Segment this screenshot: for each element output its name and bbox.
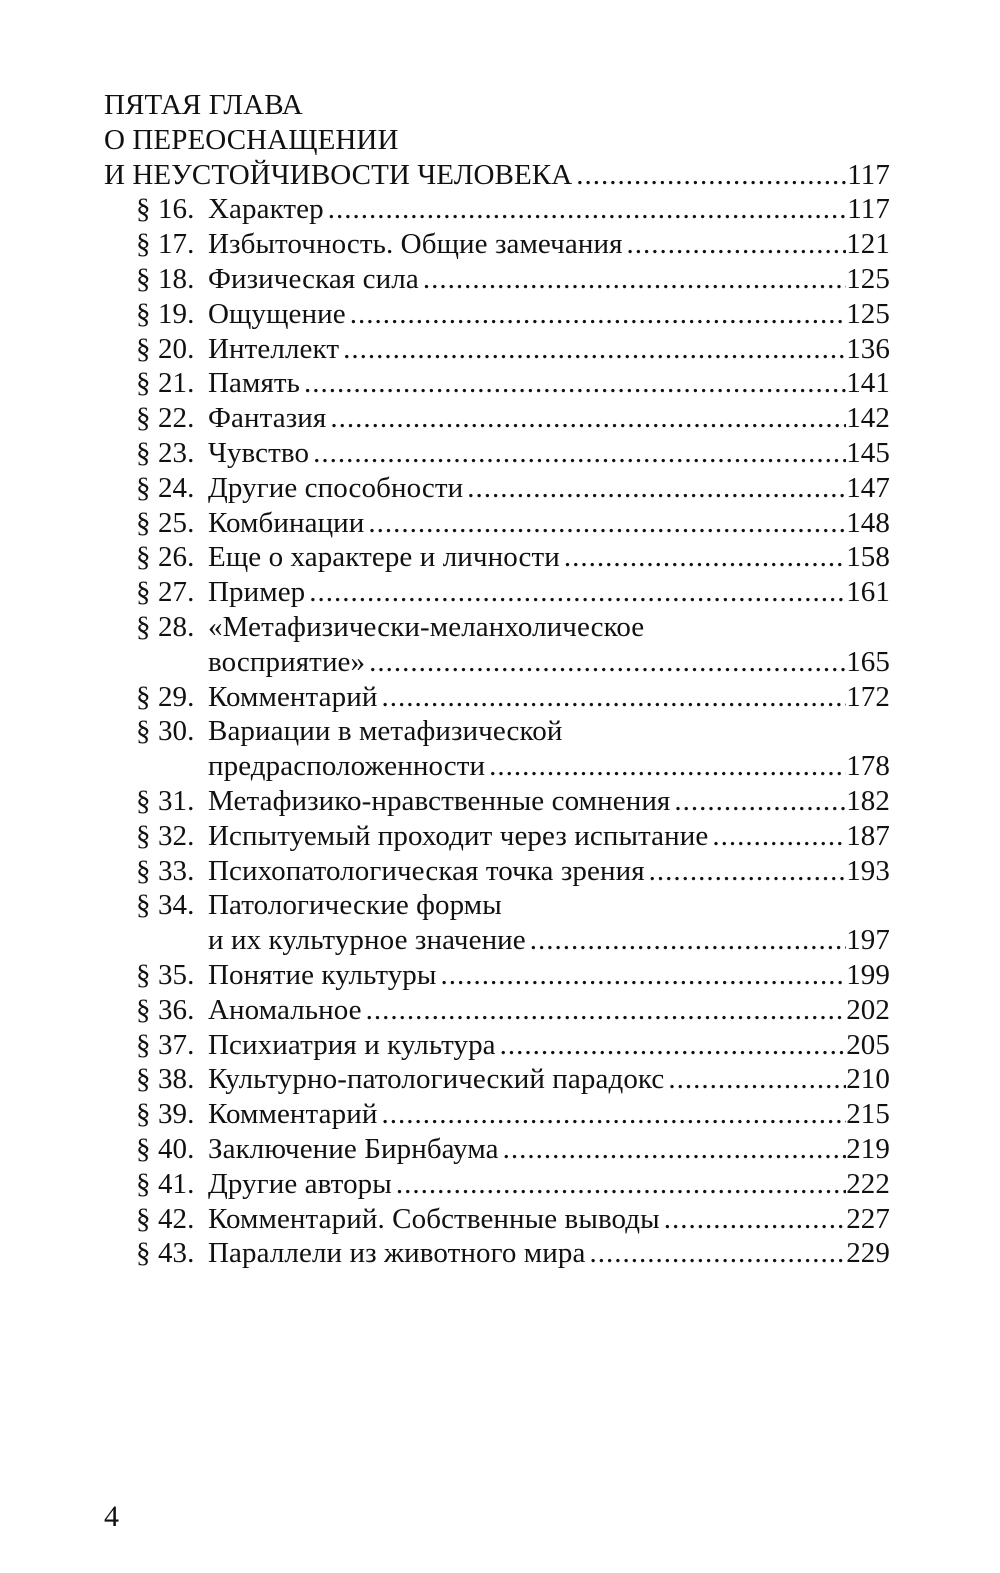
section-number: § 38. [136,1063,195,1096]
section-title: Комментарий [208,680,378,713]
section-number: § 37. [136,1028,195,1061]
section-title: Другие авторы [208,1167,392,1200]
section-title: Память [208,367,301,400]
toc-entry-row [136,1236,890,1271]
toc-entry [104,1236,890,1271]
table-of-contents [104,88,890,1271]
dot-leader [560,540,846,575]
section-page-number: 145 [846,436,890,469]
toc-entry-label [136,888,502,923]
toc-entry [104,610,890,645]
section-number: § 25. [136,506,195,539]
toc-entry-row [136,506,890,541]
dot-leader [623,227,847,262]
toc-entry-row [136,332,890,367]
dot-leader [419,262,846,297]
toc-entry-label [136,1202,660,1237]
toc-entry-label [136,714,562,749]
section-title: Чувство [208,436,310,469]
dot-leader [485,749,846,784]
toc-entry-continuation [104,923,890,958]
toc-entry-row [136,436,890,471]
toc-entry-row [136,888,890,923]
section-number: § 41. [136,1167,195,1200]
toc-entry [104,680,890,715]
toc-entry-label [136,366,300,401]
section-number: § 23. [136,436,195,469]
toc-entry-row [208,749,890,784]
toc-entry-row [136,471,890,506]
toc-entry-label [136,958,437,993]
dot-leader [377,1097,846,1132]
section-title: Понятие культуры [208,958,437,991]
section-page-number: 227 [846,1202,890,1235]
section-title: Комментарий. Собственные выводы [208,1202,660,1235]
chapter-title-part-1: О ПЕРЕОСНАЩЕНИИ [104,123,399,156]
section-page-number: 193 [846,854,890,887]
section-page-number: 222 [846,1167,890,1200]
dot-leader [499,1132,847,1167]
dot-leader [645,854,847,889]
dot-leader [670,784,846,819]
dot-leader [392,1167,846,1202]
section-number: § 32. [136,819,195,852]
toc-entry-row [136,575,890,610]
dot-leader [660,1202,846,1237]
toc-entry-row [208,645,890,680]
toc-entry-label [136,192,324,227]
section-page-number: 121 [846,228,890,261]
toc-entry-label [136,1028,496,1063]
section-number: § 27. [136,576,195,609]
section-number: § 21. [136,367,195,400]
toc-entry [104,714,890,749]
section-title: Избыточность. Общие замечания [208,228,623,261]
dot-leader [346,297,847,332]
section-page-number: 165 [846,645,890,678]
toc-entry-label [136,506,364,541]
section-title: Характер [208,193,324,226]
section-title: Психиатрия и культура [208,1028,496,1061]
toc-entry-label [136,436,309,471]
toc-entry-label [136,401,326,436]
section-number: § 26. [136,541,195,574]
chapter-toc-row [104,158,890,193]
section-title-continuation: предрасположенности [208,750,486,783]
toc-entry-continuation [104,645,890,680]
toc-entry-label [136,680,377,715]
toc-entry-label [136,610,644,645]
section-page-number: 142 [846,402,890,435]
section-page-number: 125 [846,262,890,295]
dot-leader [496,1028,847,1063]
page-number: 4 [104,1500,119,1533]
dot-leader [339,332,846,367]
dot-leader [326,401,846,436]
section-title: Интеллект [208,332,340,365]
toc-entry-row [136,192,890,227]
section-title: «Метафизически-меланхолическое [208,610,645,643]
toc-entry-label [136,1062,664,1097]
toc-entry [104,1028,890,1063]
toc-entry [104,1062,890,1097]
section-page-number: 187 [846,819,890,852]
toc-entry [104,993,890,1028]
section-number: § 31. [136,784,195,817]
dot-leader [364,506,846,541]
section-title: Психопатологическая точка зрения [208,854,645,887]
section-number: § 19. [136,297,195,330]
section-number: § 34. [136,889,195,922]
section-number: § 43. [136,1237,195,1270]
toc-entry [104,506,890,541]
toc-entry-row [136,1202,890,1237]
toc-entry-row [136,366,890,401]
toc-entry [104,401,890,436]
toc-entry-label [136,1097,377,1132]
chapter-heading-line-2 [104,123,890,158]
section-title: Заключение Бирнбаума [208,1132,499,1165]
toc-entry [104,575,890,610]
toc-entry [104,1132,890,1167]
dot-leader [664,1062,846,1097]
toc-entry [104,366,890,401]
toc-entry-continuation [104,749,890,784]
section-page-number: 210 [846,1063,890,1096]
section-number: § 39. [136,1098,195,1131]
toc-entry-label [136,262,419,297]
section-page-number: 117 [847,193,890,226]
section-number: § 36. [136,993,195,1026]
toc-entry [104,192,890,227]
section-number: § 22. [136,402,195,435]
section-page-number: 219 [846,1132,890,1165]
dot-leader [305,575,846,610]
toc-entry [104,227,890,262]
toc-entry-row [208,923,890,958]
toc-entry-label [136,819,708,854]
dot-leader [585,1236,846,1271]
section-page-number: 215 [846,1098,890,1131]
section-number: § 17. [136,228,195,261]
toc-entry [104,540,890,575]
toc-entry-label [136,784,670,819]
section-page-number: 141 [846,367,890,400]
section-title: Еще о характере и личности [208,541,560,574]
toc-entry [104,332,890,367]
dot-leader [309,436,846,471]
toc-entry [104,471,890,506]
section-number: § 42. [136,1202,195,1235]
section-page-number: 229 [846,1237,890,1270]
chapter-heading-line-1 [104,88,890,123]
dot-leader [365,645,846,680]
toc-entry [104,854,890,889]
dot-leader [362,993,847,1028]
toc-entry-row [136,1097,890,1132]
section-title: Другие способности [208,471,464,504]
toc-entry-label [136,297,346,332]
toc-entry-row [136,610,890,645]
toc-entry-row [136,1132,890,1167]
toc-entry-row [136,784,890,819]
dot-leader [463,471,846,506]
section-number: § 29. [136,680,195,713]
toc-entry [104,262,890,297]
section-page-number: 199 [846,958,890,991]
toc-entry-label [136,1132,499,1167]
section-title-continuation: восприятие» [208,645,366,678]
section-title: Параллели из животного мира [208,1237,586,1270]
section-title: Вариации в метафизической [208,715,563,748]
section-page-number: 182 [846,784,890,817]
toc-entry-row [136,1062,890,1097]
section-number: § 24. [136,471,195,504]
toc-entry-row [136,714,890,749]
section-page-number: 136 [846,332,890,365]
toc-entry-label [136,1236,585,1271]
section-number: § 35. [136,958,195,991]
dot-leader [526,923,846,958]
dot-leader [708,819,846,854]
section-number: § 20. [136,332,195,365]
toc-entry-label [136,575,305,610]
section-title: Комбинации [208,506,365,539]
toc-entry-row [136,1167,890,1202]
toc-entry [104,297,890,332]
toc-entry-row [136,262,890,297]
toc-entry-row [136,297,890,332]
chapter-number-title: ПЯТАЯ ГЛАВА [104,89,303,121]
section-list [104,192,890,1271]
toc-entry-label [136,332,339,367]
toc-entry-label [136,854,645,889]
dot-leader [437,958,847,993]
section-page-number: 205 [846,1028,890,1061]
dot-leader [377,680,846,715]
section-title: Физическая сила [208,262,419,295]
section-title: Комментарий [208,1098,378,1131]
toc-entry-row [136,227,890,262]
section-title-continuation: и их культурное значение [208,924,526,957]
toc-entry-row [136,819,890,854]
toc-entry-row [136,854,890,889]
section-page-number: 148 [846,506,890,539]
toc-entry-label [136,540,560,575]
section-number: § 18. [136,262,195,295]
toc-entry-label [136,993,362,1028]
section-title: Аномальное [208,993,362,1026]
toc-entry [104,958,890,993]
toc-entry-row [136,993,890,1028]
toc-entry-row [136,1028,890,1063]
section-page-number: 197 [846,924,890,957]
toc-entry-row [136,958,890,993]
toc-entry [104,1167,890,1202]
toc-entry-label [136,227,623,262]
toc-entry [104,1097,890,1132]
section-number: § 16. [136,193,195,226]
toc-entry [104,1202,890,1237]
dot-leader [300,366,846,401]
toc-entry [104,819,890,854]
section-title: Ощущение [208,297,346,330]
section-title: Патологические формы [208,889,502,922]
section-number: § 28. [136,610,195,643]
section-page-number: 125 [846,297,890,330]
toc-entry [104,784,890,819]
section-title: Культурно-патологический парадокс [208,1063,665,1096]
section-title: Фантазия [208,402,327,435]
section-number: § 33. [136,854,195,887]
section-page-number: 178 [846,750,890,783]
dot-leader [572,158,847,193]
section-page-number: 161 [846,576,890,609]
toc-entry-row [136,680,890,715]
section-page-number: 202 [846,993,890,1026]
section-title: Метафизико-нравственные сомнения [208,784,671,817]
toc-entry [104,436,890,471]
chapter-title-part-2: И НЕУСТОЙЧИВОСТИ ЧЕЛОВЕКА [104,158,573,191]
section-title: Испытуемый проходит через испытание [208,819,709,852]
section-page-number: 172 [846,680,890,713]
section-number: § 40. [136,1132,195,1165]
section-page-number: 158 [846,541,890,574]
chapter-page-number: 117 [847,158,890,191]
toc-entry-label [136,471,463,506]
toc-entry-row [136,401,890,436]
section-page-number: 147 [846,471,890,504]
section-title: Пример [208,576,306,609]
chapter-heading-line-3 [104,158,890,193]
toc-entry-label [136,1167,392,1202]
dot-leader [324,192,848,227]
toc-entry [104,888,890,923]
section-number: § 30. [136,715,195,748]
toc-entry-row [136,540,890,575]
